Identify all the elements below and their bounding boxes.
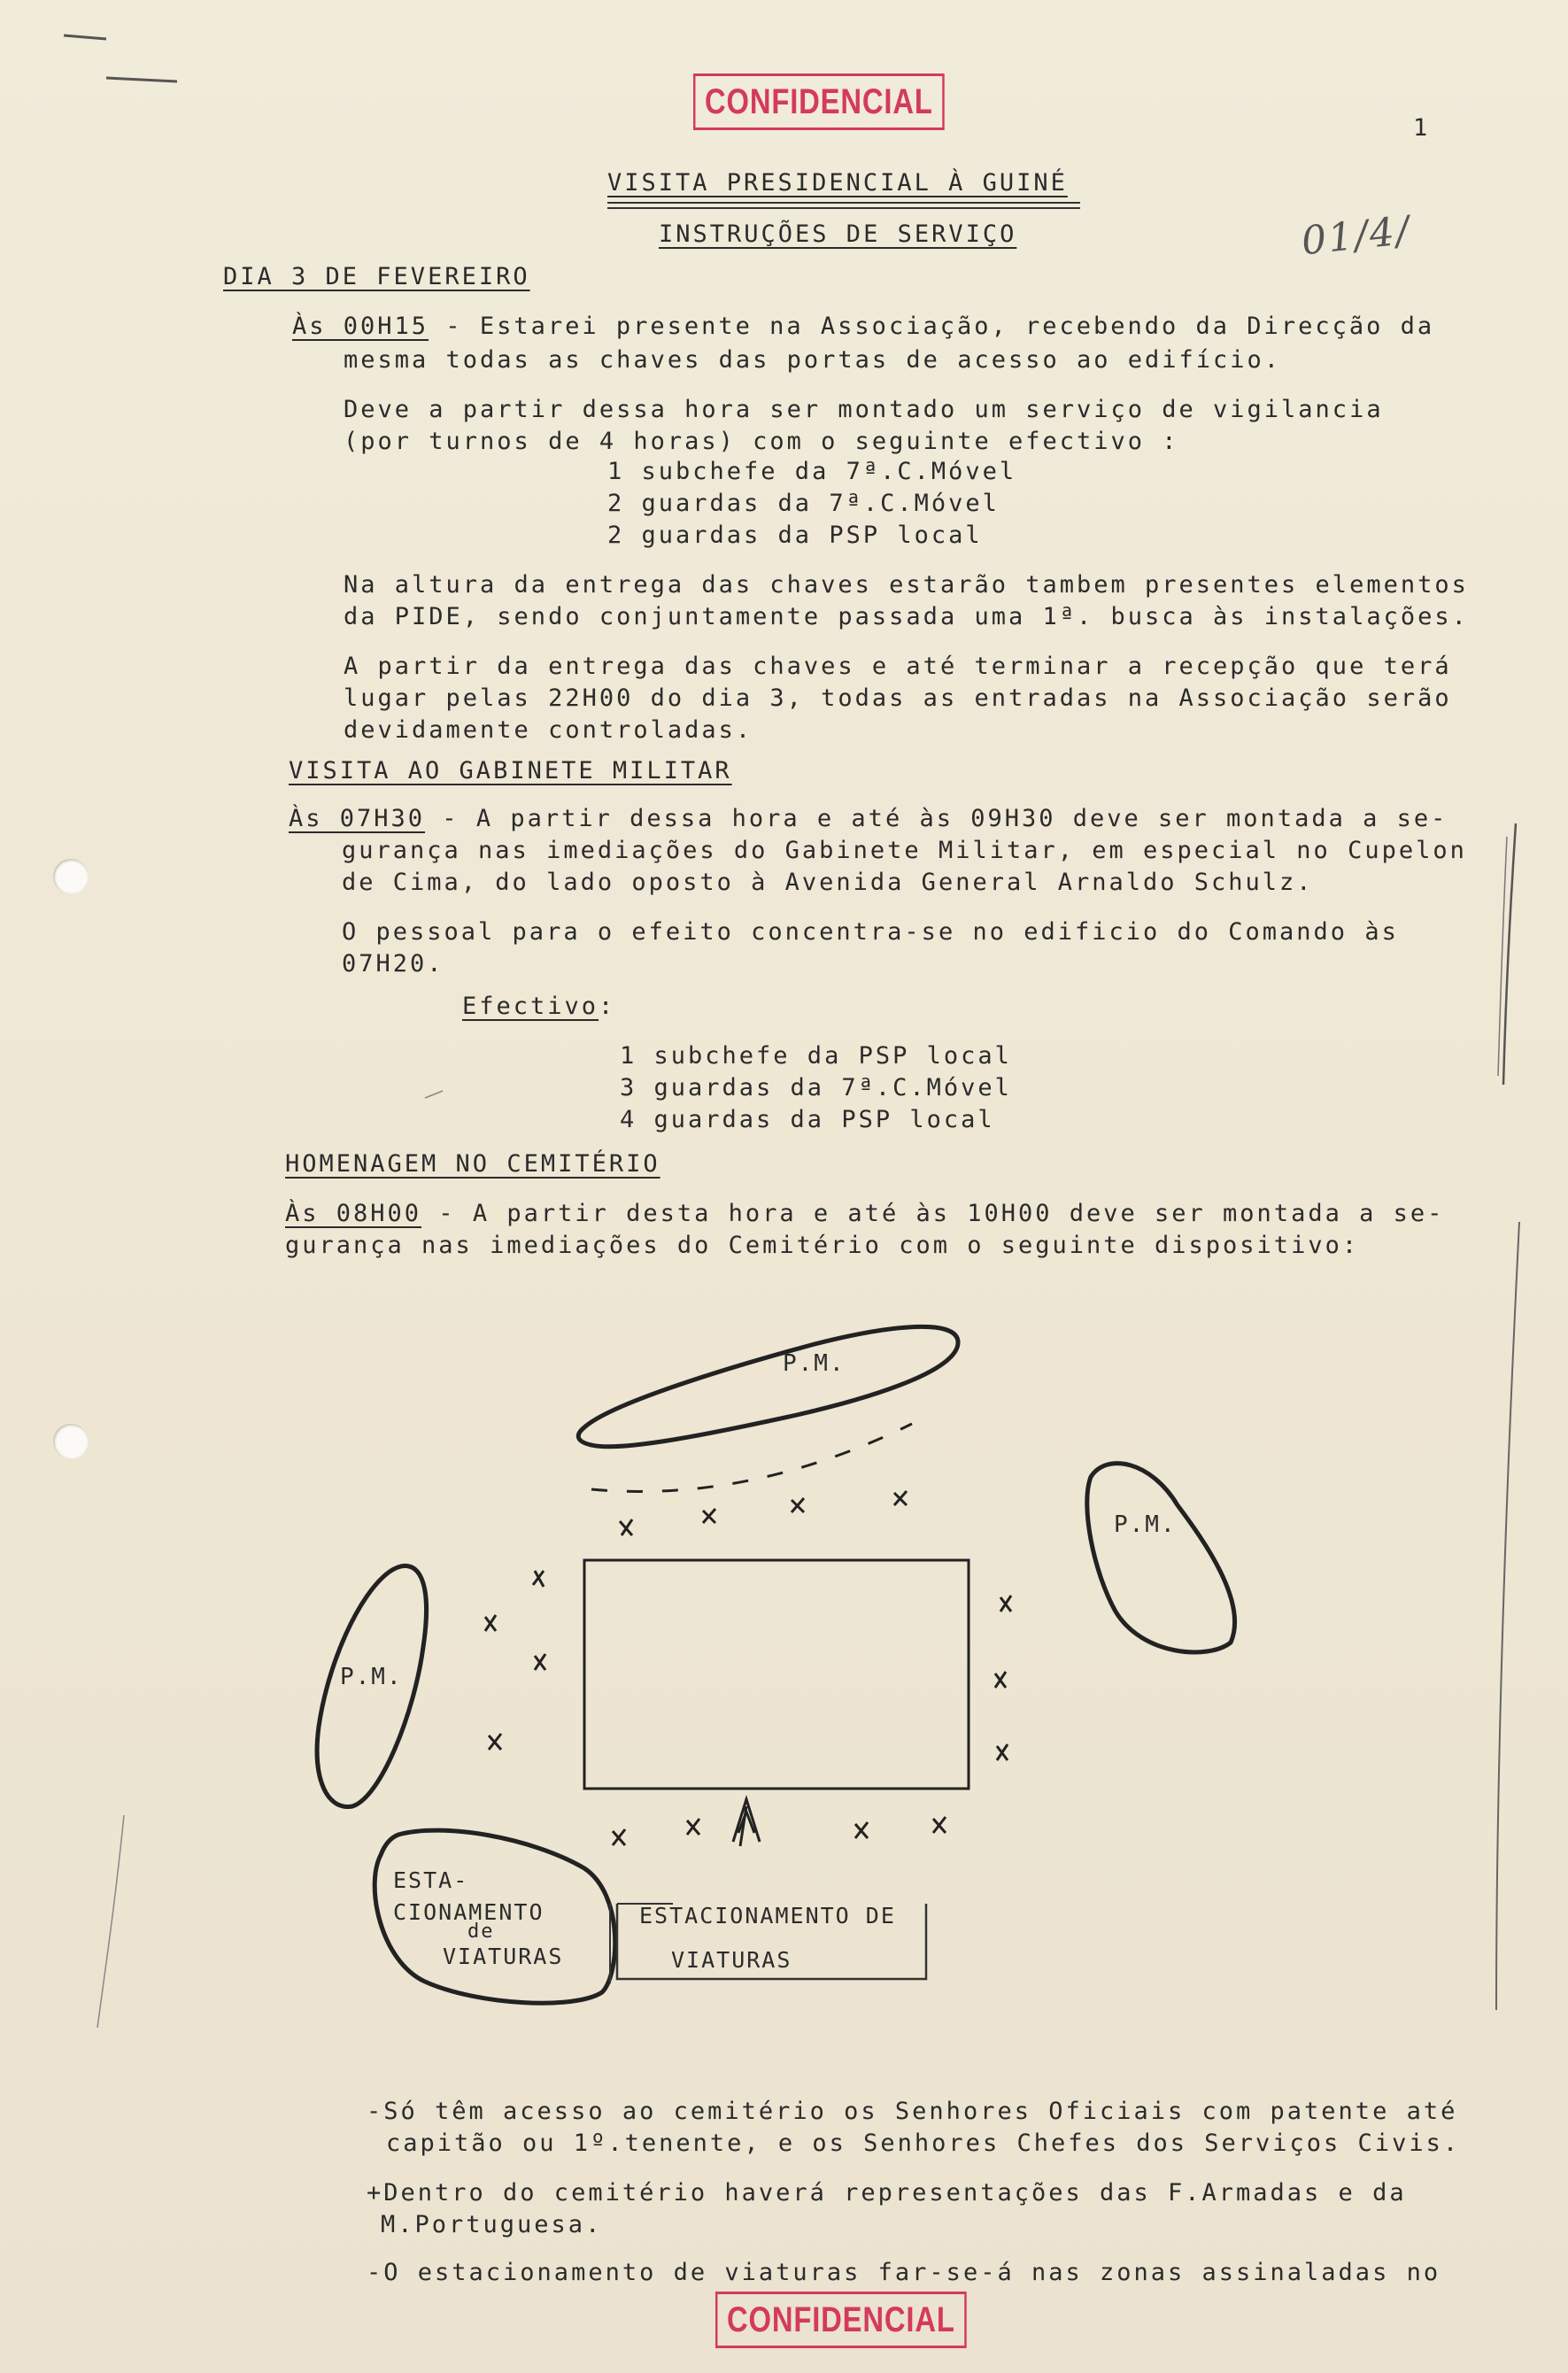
parking-left-line1: ESTA- bbox=[393, 1867, 469, 1893]
pm-label-right: P.M. bbox=[1114, 1511, 1177, 1538]
block1-para4-line1: A partir da entrega das chaves e até terminar a recepção que terá bbox=[344, 653, 1452, 680]
dashed-perimeter bbox=[591, 1424, 912, 1491]
block3-line1-text: - A partir desta hora e até às 10H00 deve ser montada a se- bbox=[421, 1200, 1445, 1227]
block2-line3: de Cima, do lado oposto à Avenida General Arnaldo Schulz. bbox=[342, 869, 1314, 896]
block3-time: Às 08H00 bbox=[285, 1200, 422, 1227]
block1-para4-line3: devidamente controladas. bbox=[344, 716, 753, 744]
block2-effective-1: 1 subchefe da PSP local bbox=[620, 1042, 1012, 1070]
pm-zone-right bbox=[1087, 1464, 1235, 1652]
block1-para3-line2: da PIDE, sendo conjuntamente passada uma 1ª. busca às instalações. bbox=[344, 603, 1469, 630]
entrance-arrow bbox=[733, 1799, 760, 1846]
block1-para2-line2: (por turnos de 4 horas) com o seguinte efectivo : bbox=[344, 428, 1179, 455]
note2-line1: +Dentro do cemitério haverá representações das F.Armadas e da bbox=[367, 2179, 1407, 2207]
parking-left-line2: CIONAMENTO bbox=[393, 1899, 545, 1925]
page-number: 1 bbox=[1413, 114, 1431, 142]
block3-line2: gurança nas imediações do Cemitério com o seguinte dispositivo: bbox=[285, 1232, 1360, 1259]
guard-positions bbox=[485, 1491, 1011, 1845]
block1-line1-text: - Estarei presente na Associação, recebendo da Direcção da bbox=[429, 313, 1435, 340]
section-heading-gabinete: VISITA AO GABINETE MILITAR bbox=[289, 757, 732, 785]
block1-time: Às 00H15 bbox=[292, 313, 429, 340]
note2-line2: M.Portuguesa. bbox=[381, 2211, 603, 2238]
section-heading-cemiterio: HOMENAGEM NO CEMITÉRIO bbox=[285, 1150, 660, 1178]
block1-line2: mesma todas as chaves das portas de acesso ao edifício. bbox=[344, 346, 1282, 374]
block1-effective-1: 1 subchefe da 7ª.C.Móvel bbox=[607, 458, 1017, 485]
block2-effectives-label: Efectivo bbox=[462, 993, 599, 1020]
block1-para2-line1: Deve a partir dessa hora ser montado um serviço de vigilancia bbox=[344, 396, 1384, 423]
section-heading-day: DIA 3 DE FEVEREIRO bbox=[223, 263, 530, 290]
block1-para3-line1: Na altura da entrega das chaves estarão tambem presentes elementos bbox=[344, 571, 1469, 599]
cemetery-rectangle bbox=[584, 1560, 969, 1789]
parking-left-line4: VIATURAS bbox=[443, 1944, 564, 1969]
block1-effective-3: 2 guardas da PSP local bbox=[607, 522, 983, 549]
block2-para2-line2: 07H20. bbox=[342, 950, 444, 978]
block2-para2-line1: O pessoal para o efeito concentra-se no edificio do Comando às bbox=[342, 918, 1399, 946]
handwritten-reference: 01/4/ bbox=[1299, 207, 1413, 265]
note1-line2: capitão ou 1º.tenente, e os Senhores Chefes dos Serviços Civis. bbox=[386, 2130, 1461, 2157]
parking-right-line1: ESTACIONAMENTO DE bbox=[639, 1903, 896, 1929]
confidential-stamp-top: CONFIDENCIAL bbox=[693, 73, 945, 130]
block2-time: Às 07H30 bbox=[289, 805, 426, 832]
confidential-stamp-bottom: CONFIDENCIAL bbox=[715, 2292, 967, 2348]
parking-left-line3: de bbox=[467, 1921, 495, 1943]
note3-line1: -O estacionamento de viaturas far-se-á nas zonas assinaladas no bbox=[367, 2259, 1441, 2286]
document-title: VISITA PRESIDENCIAL À GUINÉ bbox=[607, 169, 1068, 197]
block2-effectives-colon: : bbox=[599, 993, 616, 1020]
pm-label-left: P.M. bbox=[340, 1664, 403, 1690]
block2-effective-3: 4 guardas da PSP local bbox=[620, 1106, 995, 1133]
document-subtitle: INSTRUÇÕES DE SERVIÇO bbox=[659, 220, 1017, 248]
block2-line1-text: - A partir dessa hora e até às 09H30 deve ser montada a se- bbox=[425, 805, 1448, 832]
block1-effective-2: 2 guardas da 7ª.C.Móvel bbox=[607, 490, 1000, 517]
pm-label-top: P.M. bbox=[783, 1350, 846, 1377]
block2-effective-2: 3 guardas da 7ª.C.Móvel bbox=[620, 1074, 1012, 1101]
block2-line2: gurança nas imediações do Gabinete Militar, em especial no Cupelon bbox=[342, 837, 1467, 864]
note1-line1: -Só têm acesso ao cemitério os Senhores Oficiais com patente até bbox=[367, 2098, 1458, 2125]
parking-right-line2: VIATURAS bbox=[671, 1947, 792, 1973]
block1-para4-line2: lugar pelas 22H00 do dia 3, todas as entradas na Associação serão bbox=[344, 684, 1452, 712]
